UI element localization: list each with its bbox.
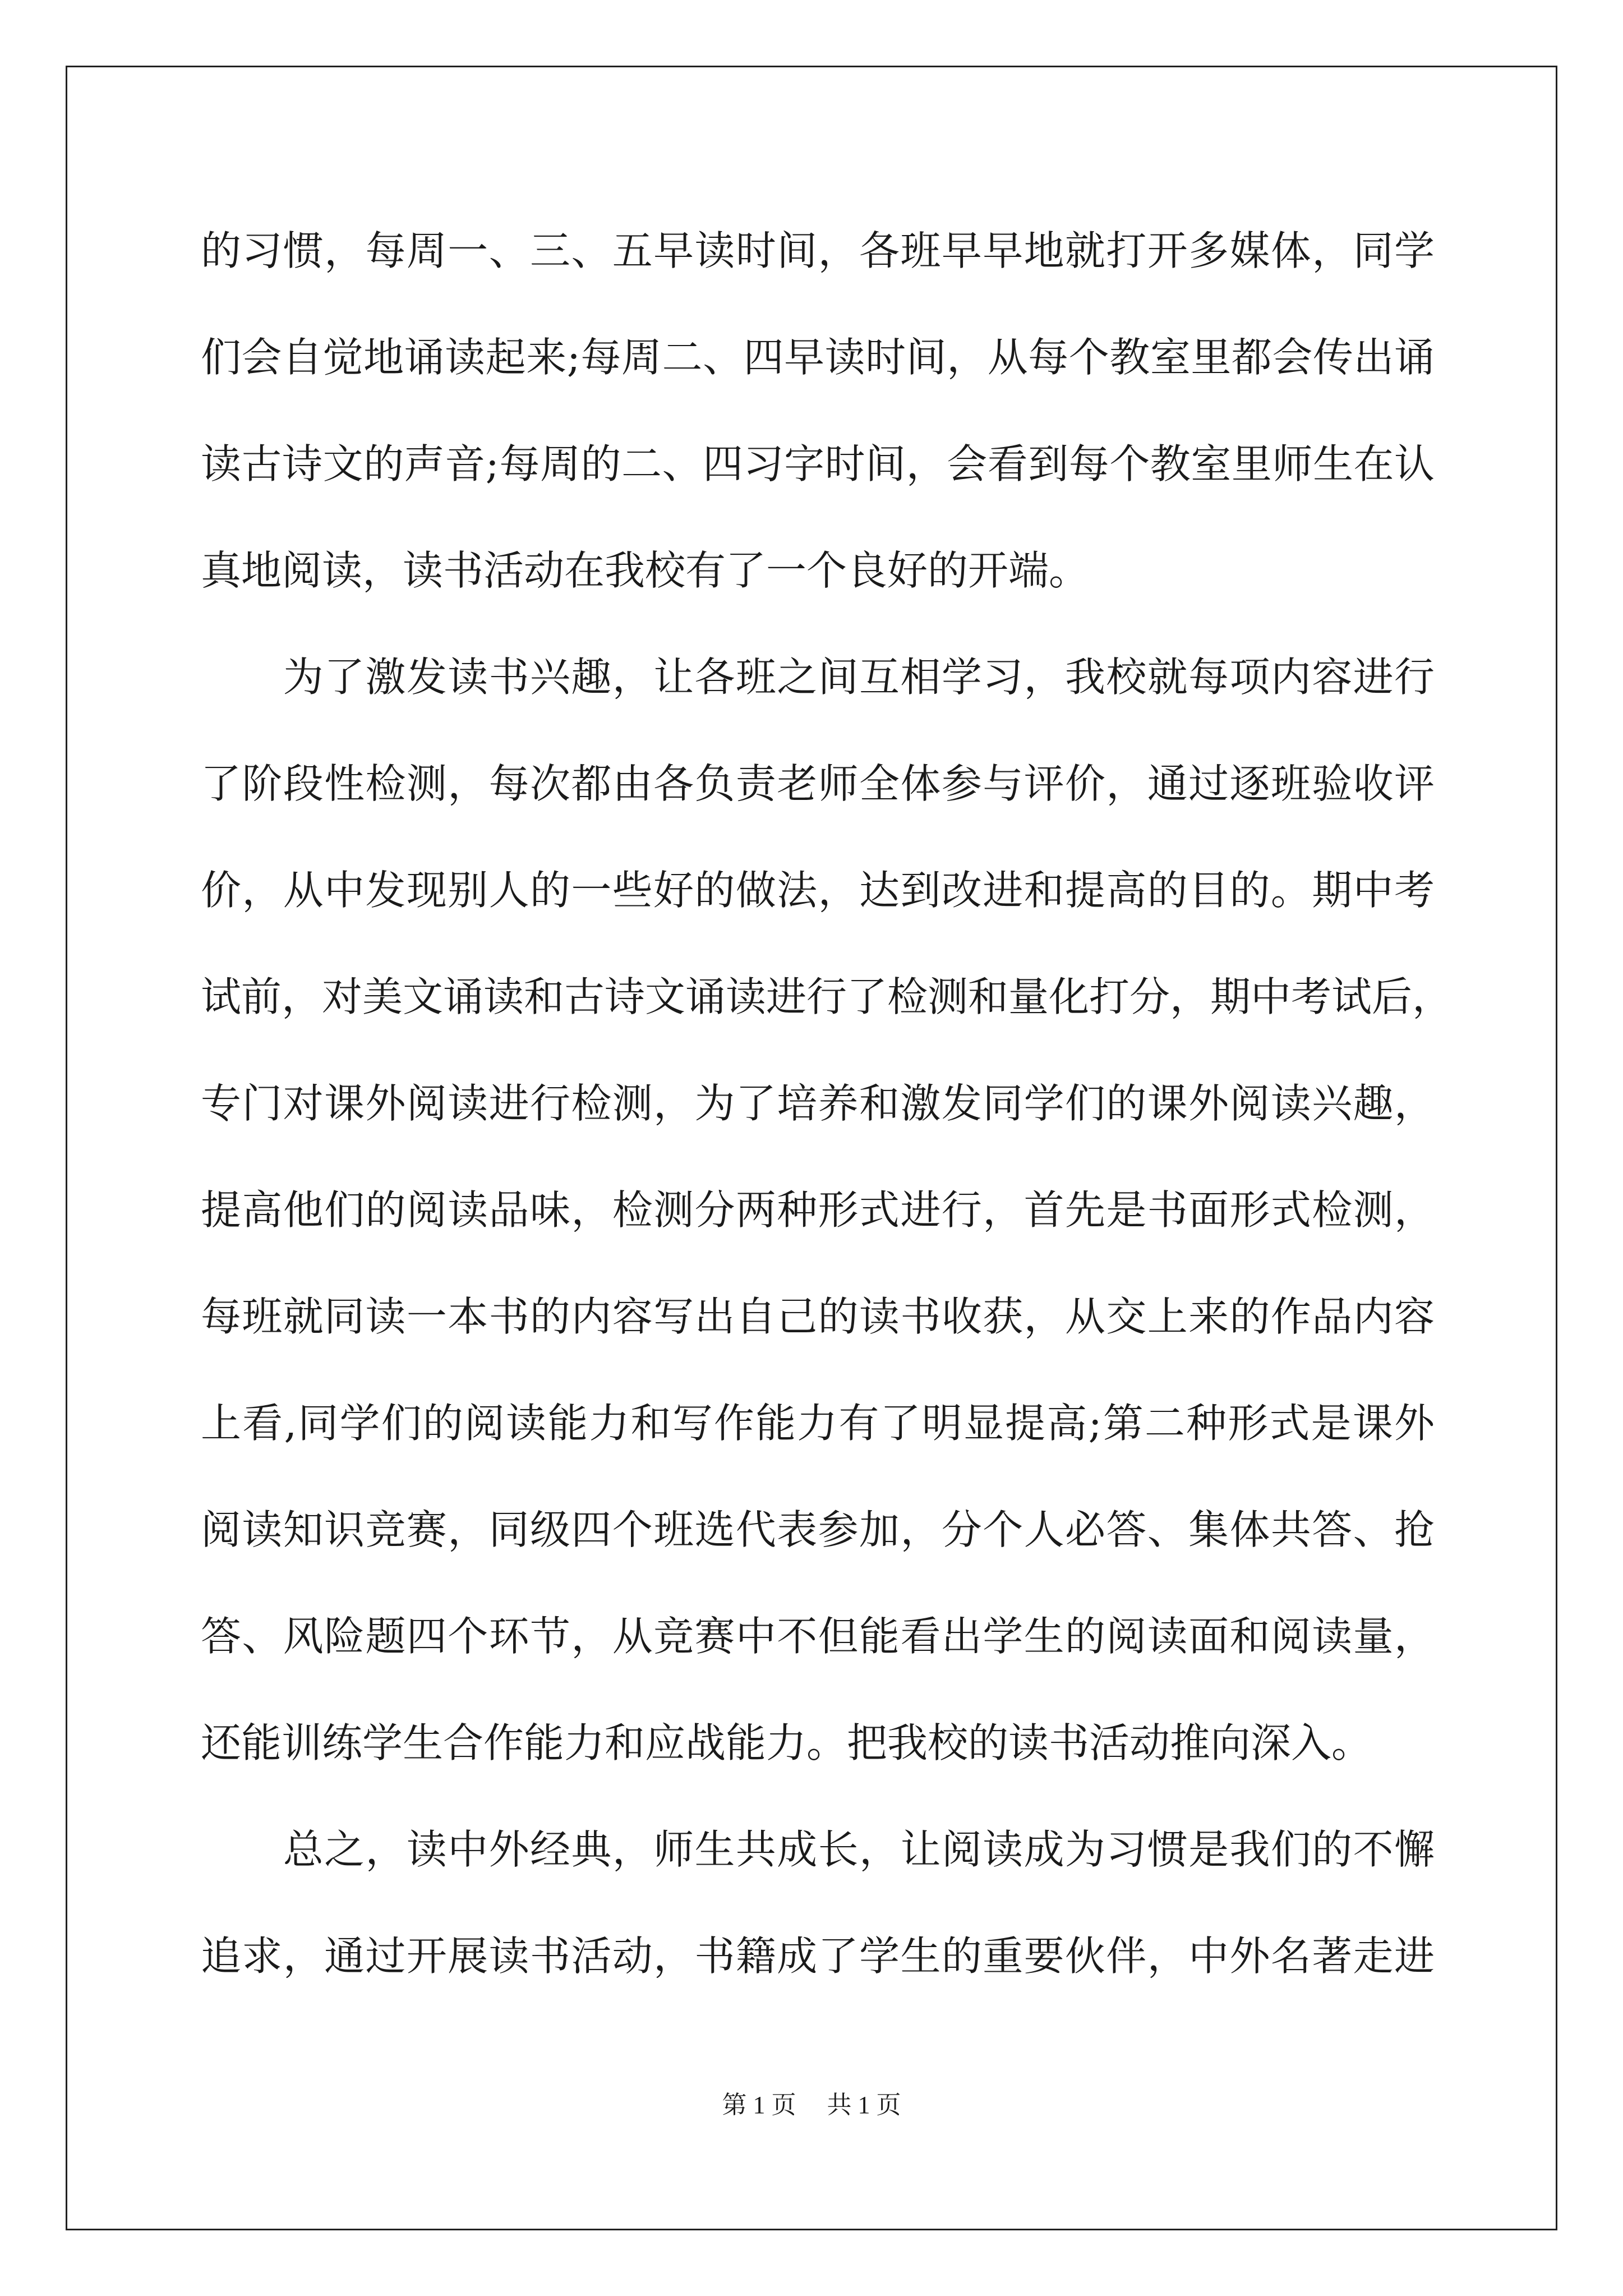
text-line-2: 们会自觉地诵读起来;每周二、四早读时间，从每个教室里都会传出诵 [201,334,1435,381]
text-line-10: 提高他们的阅读品味，检测分两种形式进行，首先是书面形式检测， [201,1186,1435,1234]
text-line-9: 专门对课外阅读进行检测，为了培养和激发同学们的课外阅读兴趣， [201,1080,1435,1127]
text-line-4: 真地阅读，读书活动在我校有了一个良好的开端。 [201,547,1090,594]
text-line-16: 总之，读中外经典，师生共成长，让阅读成为习惯是我们的不懈 [201,1826,1435,1873]
text-line-5: 为了激发读书兴趣，让各班之间互相学习，我校就每项内容进行 [201,654,1435,701]
page-border [66,66,1557,2230]
text-line-12: 上看,同学们的阅读能力和写作能力有了明显提高;第二种形式是课外 [201,1400,1435,1447]
text-line-11: 每班就同读一本书的内容写出自己的读书收获，从交上来的作品内容 [201,1293,1435,1340]
page-footer: 第 1 页 共 1 页 [722,2091,901,2119]
text-line-1: 的习惯，每周一、三、五早读时间，各班早早地就打开多媒体，同学 [201,227,1435,274]
text-line-17: 追求，通过开展读书活动，书籍成了学生的重要伙伴，中外名著走进 [201,1932,1435,1980]
text-line-3: 读古诗文的声音;每周的二、四习字时间，会看到每个教室里师生在认 [201,440,1435,487]
text-line-15: 还能训练学生合作能力和应战能力。把我校的读书活动推向深入。 [201,1719,1372,1766]
text-line-14: 答、风险题四个环节，从竞赛中不但能看出学生的阅读面和阅读量， [201,1613,1435,1660]
text-line-13: 阅读知识竞赛，同级四个班选代表参加，分个人必答、集体共答、抢 [201,1506,1435,1553]
text-line-7: 价，从中发现别人的一些好的做法，达到改进和提高的目的。期中考 [201,867,1435,914]
text-line-8: 试前，对美文诵读和古诗文诵读进行了检测和量化打分，期中考试后， [201,973,1453,1020]
text-line-6: 了阶段性检测，每次都由各负责老师全体参与评价，通过逐班验收评 [201,760,1435,807]
